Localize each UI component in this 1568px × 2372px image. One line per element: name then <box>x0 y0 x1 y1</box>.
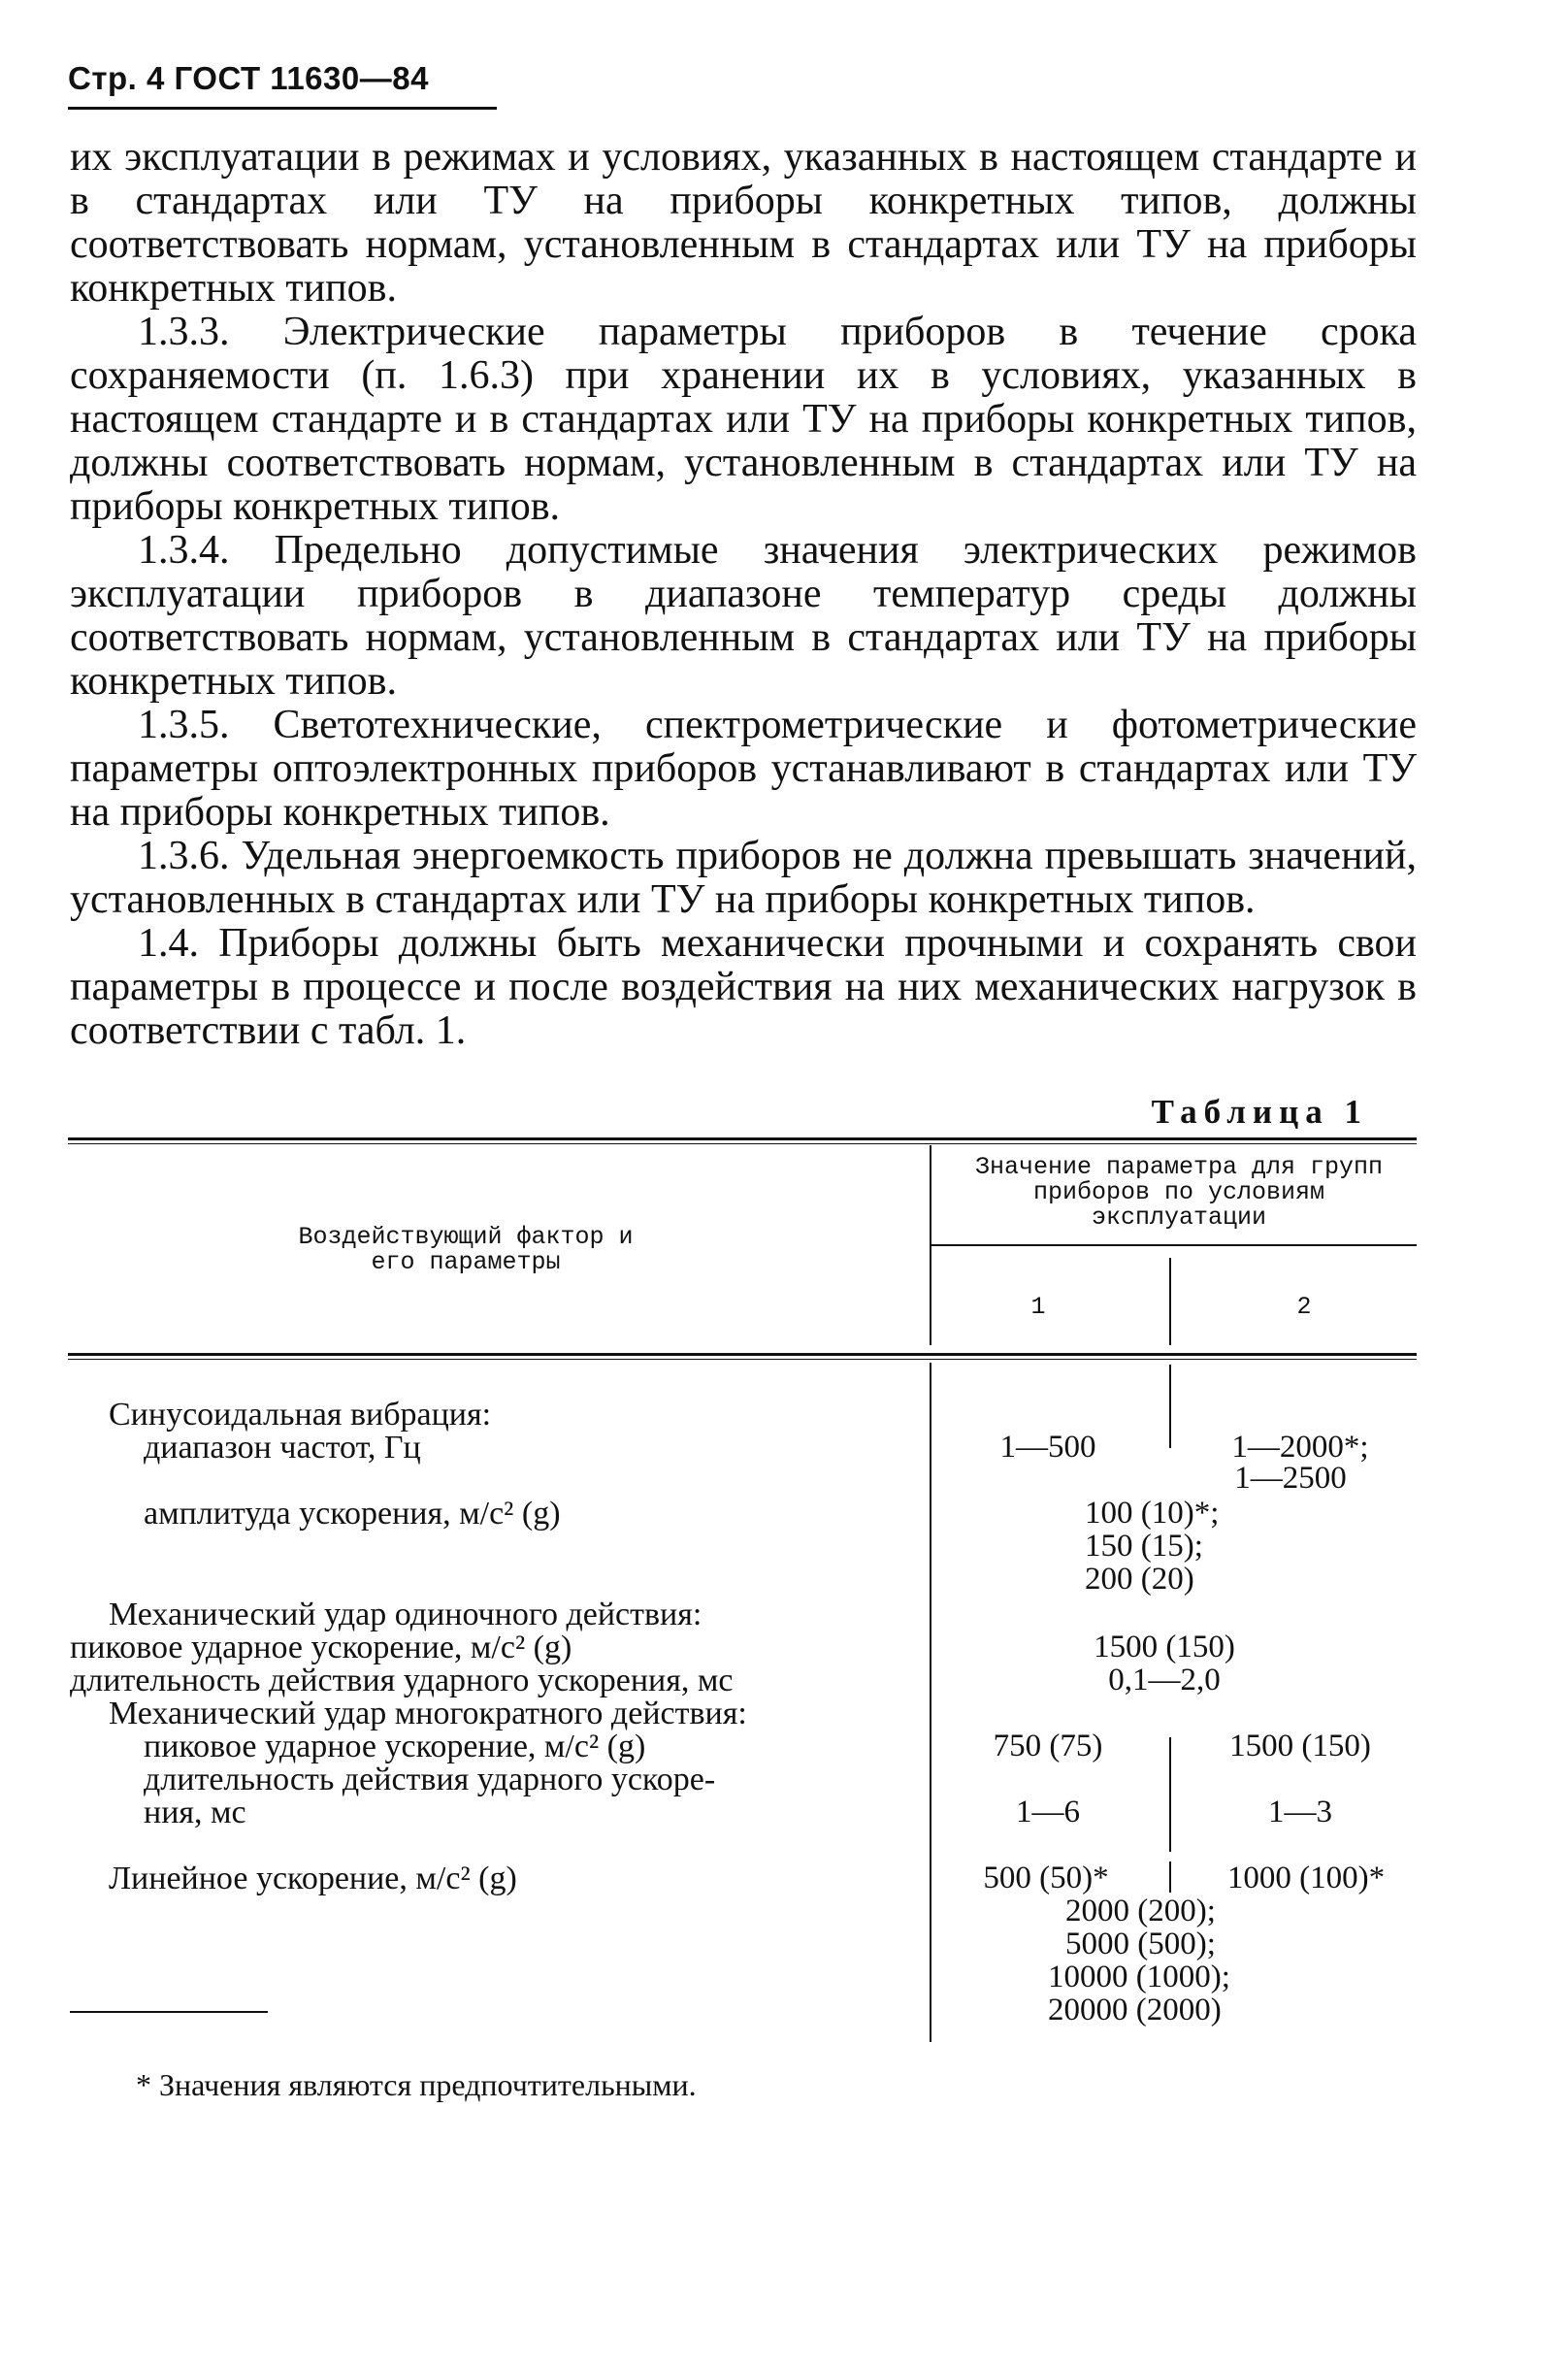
table-group-rule <box>931 1244 1417 1246</box>
row-freq-range: диапазон частот, Гц <box>144 1430 421 1466</box>
row-linear: Линейное ускорение, м/с² (g) <box>109 1861 517 1896</box>
value-accel-3: 200 (20) <box>1085 1562 1194 1597</box>
value-linear-3: 10000 (1000); <box>1048 1960 1230 1994</box>
paragraph-1-3-3: 1.3.3. Электрические параметры приборов в течение срока сохраняемости (п. 1.6.3) при хранении их в условиях, указанных в настоящем стандарте и в стандартах или ТУ на приборы конкретных типов, должны соответствовать нормам, установленным в стандартах или ТУ на приборы конкретных типов. <box>70 310 1417 529</box>
value-single-dur: 0,1—2,0 <box>1108 1663 1221 1697</box>
table-col-divider-header <box>1169 1258 1171 1345</box>
value-linear-2: 5000 (500); <box>1065 1927 1216 1961</box>
paragraph-1-3-4: 1.3.4. Предельно допустимые значения электрических режимов эксплуатации приборов в диапазоне температур среды должны соответствовать нормам, установленным в стандартах или ТУ на приборы конкретных типов. <box>70 528 1417 704</box>
row-sin-vibration: Синусоидальная вибрация: <box>109 1397 492 1433</box>
table-caption: Таблица 1 <box>1151 1093 1368 1131</box>
footnote: * Значения являются предпочтительными. <box>136 2067 697 2102</box>
row-single-peak: пиковое ударное ускорение, м/с² (g) <box>70 1630 572 1665</box>
footnote-rule <box>70 2011 268 2013</box>
paragraph-1-4: 1.4. Приборы должны быть механически прочными и сохранять свои параметры в процессе и после воздействия на них механических нагрузок в соответствии с табл. 1. <box>70 921 1417 1053</box>
row-accel-amp: амплитуда ускорения, м/с² (g) <box>144 1496 561 1532</box>
table-body-divider <box>930 1363 931 2042</box>
paragraph-1-3-6: 1.3.6. Удельная энергоемкость приборов не должна превышать значений, установленных в стандартах или ТУ на приборы конкретных типов. <box>70 834 1417 922</box>
value-accel-1: 100 (10)*; <box>1085 1496 1220 1531</box>
header-col-2: 2 <box>1296 1293 1312 1321</box>
value-linear-g1: 500 (50)* <box>983 1861 1109 1895</box>
table-top-rule <box>68 1137 1417 1140</box>
value-freq-g2b: 1—2500 <box>1234 1461 1347 1496</box>
value-linear-1: 2000 (200); <box>1065 1894 1216 1928</box>
table-col-divider-linear <box>1169 1861 1171 1893</box>
row-multi-dur-b: ния, мс <box>144 1795 246 1830</box>
table-top-rule-inner <box>68 1143 1417 1144</box>
body-text <box>70 136 1417 1053</box>
header-col-1: 1 <box>1030 1293 1046 1321</box>
paragraph-1-3-5: 1.3.5. Светотехнические, спектрометрические и фотометрические параметры оптоэлектронных приборов устанавливают в стандартах или ТУ на приборы конкретных типов. <box>70 703 1417 835</box>
value-multi-dur-g1: 1—6 <box>1016 1795 1080 1829</box>
value-single-peak: 1500 (150) <box>1094 1630 1235 1664</box>
header-rule <box>68 107 497 110</box>
value-multi-dur-g2: 1—3 <box>1268 1795 1332 1829</box>
header-group: Значение параметра для групп приборов по условиям эксплуатации <box>974 1153 1384 1232</box>
table-header-bottom-rule-inner <box>68 1359 1417 1360</box>
value-freq-g1: 1—500 <box>999 1430 1096 1465</box>
value-linear-4: 20000 (2000) <box>1048 1993 1222 2027</box>
row-single-shock: Механический удар одиночного действия: <box>109 1597 702 1632</box>
row-single-dur: длительность действия ударного ускорения, мс <box>70 1663 734 1698</box>
row-multi-shock: Механический удар многократного действия: <box>109 1696 747 1731</box>
header-left: Воздействующий фактор и его параметры <box>298 1223 634 1276</box>
value-freq-g2a: 1—2000*; <box>1231 1430 1369 1465</box>
paragraph-continuation: их эксплуатации в режимах и условиях, указанных в настоящем стандарте и в стандартах или ТУ на приборы конкретных типов, должны соответствовать нормам, установленным в стандартах или ТУ на приборы конкретных типов. <box>70 135 1417 311</box>
table-col-divider-freq <box>1169 1365 1171 1448</box>
table-header-bottom-rule <box>68 1353 1417 1356</box>
value-multi-peak-g2: 1500 (150) <box>1229 1729 1371 1763</box>
row-multi-dur-a: длительность действия ударного ускоре- <box>144 1762 716 1797</box>
value-linear-g2: 1000 (100)* <box>1226 1861 1386 1895</box>
page-header: Стр. 4 ГОСТ 11630—84 <box>68 60 429 96</box>
value-accel-2: 150 (15); <box>1085 1529 1203 1564</box>
value-multi-peak-g1: 750 (75) <box>993 1729 1103 1763</box>
table-col-divider-multi <box>1169 1737 1171 1852</box>
row-multi-peak: пиковое ударное ускорение, м/с² (g) <box>144 1729 646 1764</box>
